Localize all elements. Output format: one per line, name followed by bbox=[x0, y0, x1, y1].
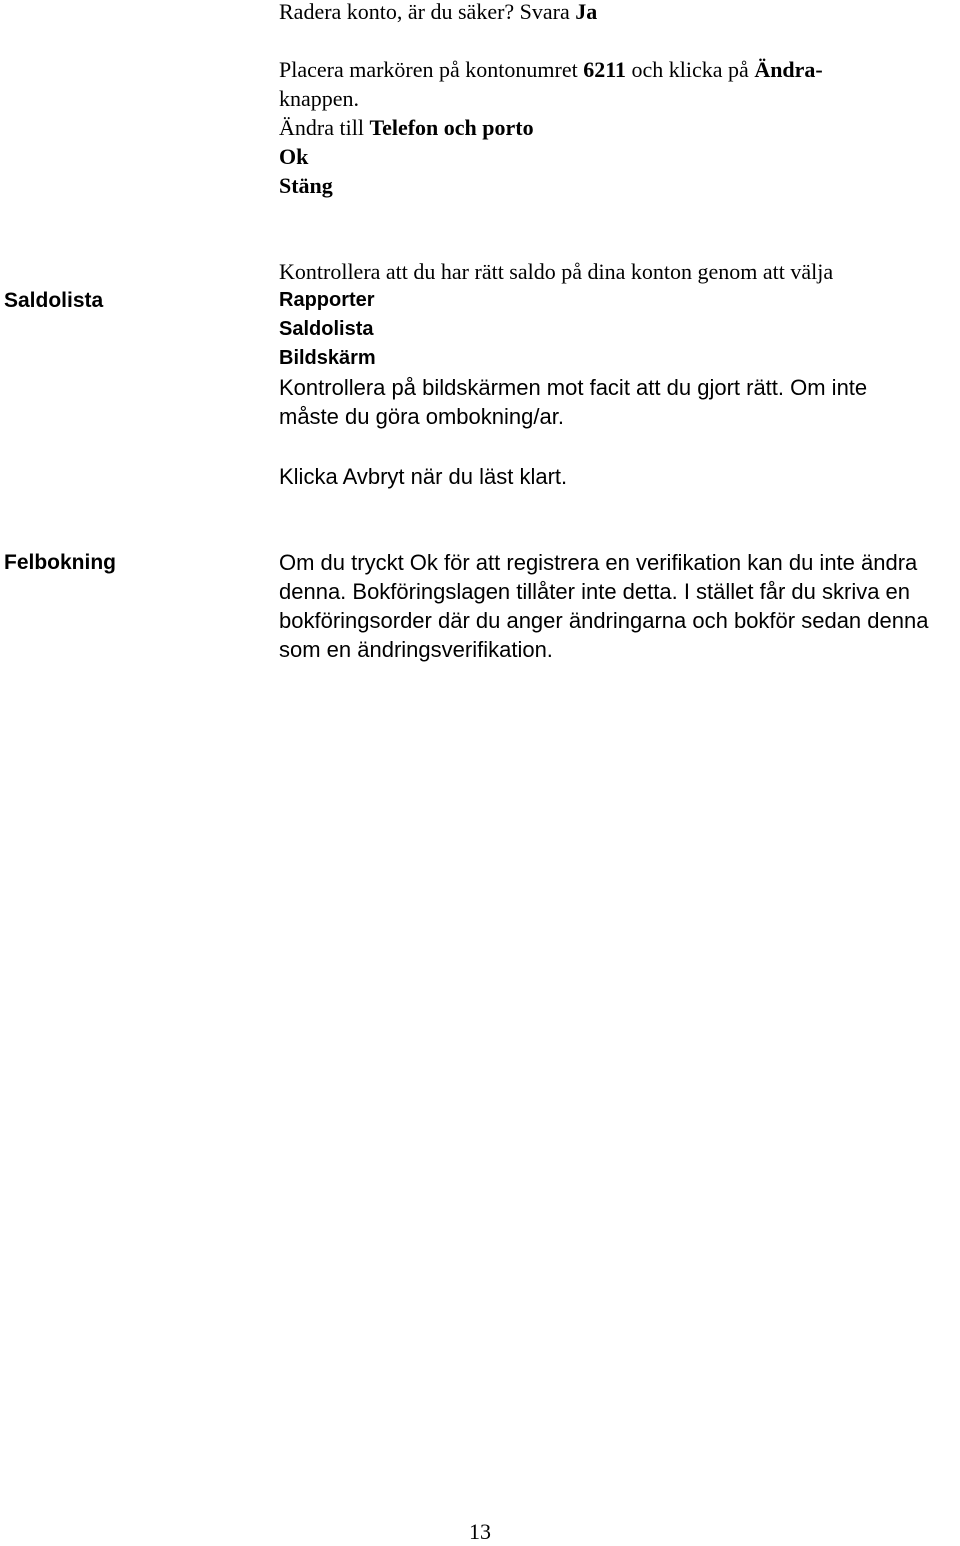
saldolista-section bbox=[279, 257, 960, 431]
felbokning-text: Om du tryckt Ok för att registrera en verifikation kan du inte ändra denna. Bokföringslagen tillåter inte detta. I stället får du skriva en bokföringsorder där du anger ändringarna och bokför sedan denna som en ändringsverifikation. bbox=[279, 550, 929, 662]
change-button-name: Ändra- bbox=[754, 57, 823, 82]
intro-instructions bbox=[279, 0, 960, 26]
delete-confirm-line: Radera konto, är du säker? Svara Ja bbox=[279, 0, 598, 24]
new-account-name: Telefon och porto bbox=[369, 115, 534, 140]
intro-steps bbox=[279, 55, 960, 200]
ok-step: Ok bbox=[279, 144, 309, 169]
button-suffix-line: knappen. bbox=[279, 86, 360, 111]
answer-yes: Ja bbox=[575, 0, 598, 24]
page-number: 13 bbox=[469, 1519, 491, 1544]
saldolista-intro: Kontrollera att du har rätt saldo på dina konton genom att välja bbox=[279, 259, 834, 284]
menu-saldolista: Saldolista bbox=[279, 318, 374, 340]
menu-rapporter: Rapporter bbox=[279, 289, 375, 311]
felbokning-section bbox=[279, 548, 959, 664]
saldolista-check-text: Kontrollera på bildskärmen mot facit att du gjort rätt. Om inte måste du göra ombokning/ar. bbox=[279, 375, 868, 429]
saldolista-section-label: Saldolista bbox=[4, 289, 104, 312]
change-to-line: Ändra till Telefon och porto bbox=[279, 115, 534, 140]
close-step: Stäng bbox=[279, 173, 333, 198]
menu-bildskarm: Bildskärm bbox=[279, 347, 376, 369]
place-cursor-line: Placera markören på kontonumret 6211 och klicka på Ändra- bbox=[279, 57, 823, 82]
felbokning-section-label: Felbokning bbox=[4, 551, 116, 574]
saldolista-close-text: Klicka Avbryt när du läst klart. bbox=[279, 464, 568, 489]
account-number: 6211 bbox=[583, 57, 627, 82]
